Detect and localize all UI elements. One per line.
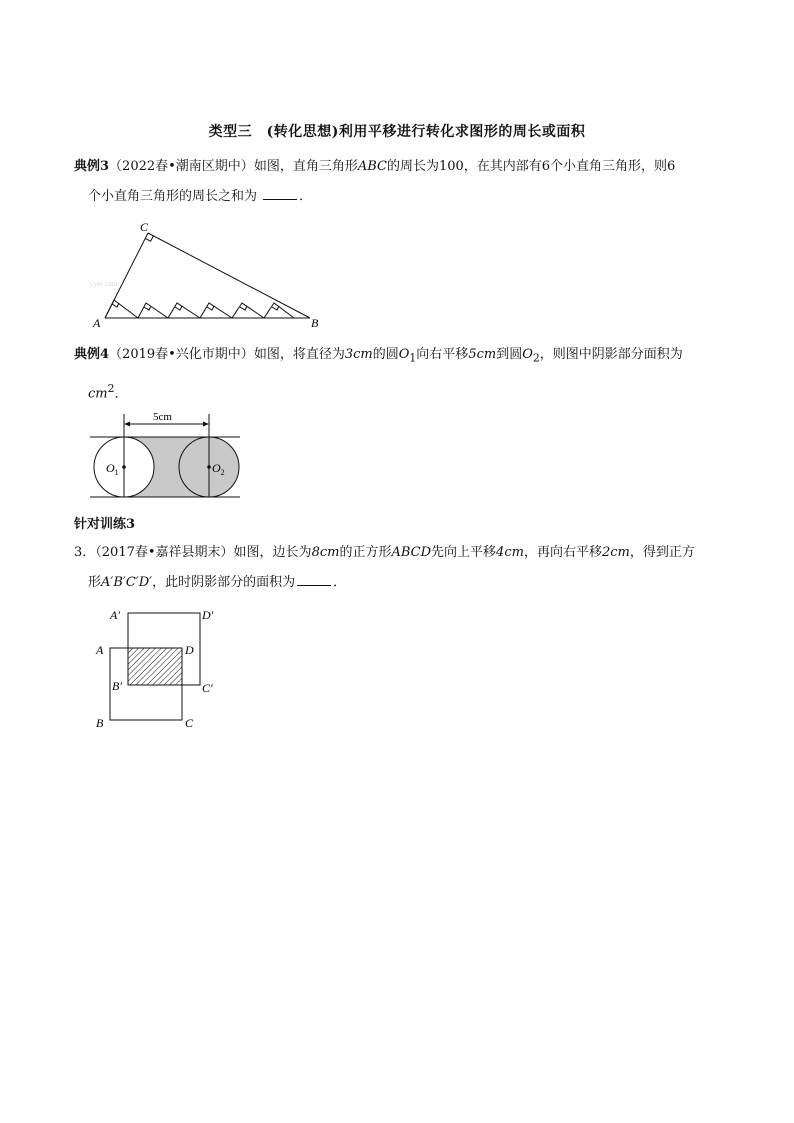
practice-heading: 针对训练3 xyxy=(74,517,136,532)
example-3-source: （2022春•潮南区期中） xyxy=(109,159,254,174)
circle-o1-sub: 1 xyxy=(409,351,417,365)
shift-value: 5cm xyxy=(468,347,497,362)
label-d-prime: D′ xyxy=(202,608,214,622)
label-o2: $O_2$ xyxy=(212,461,225,477)
example-3-text-3: 个小直角三角形的周长之和为 xyxy=(88,189,258,204)
up-shift-value: 4cm xyxy=(496,545,524,560)
practice-3-text-2: 的正方形 xyxy=(339,545,392,560)
practice-3-text-6: 形 xyxy=(88,575,102,590)
dimension-label: 5cm xyxy=(153,411,172,423)
diameter-value: 3cm xyxy=(344,347,373,362)
label-a: A xyxy=(96,643,104,657)
circle-o1-name: O xyxy=(398,347,410,362)
label-b: B xyxy=(96,716,104,730)
example-4-label: 典例4 xyxy=(74,347,110,362)
label-c: C xyxy=(185,716,194,730)
example-3-text-1: 如图，直角三角形 xyxy=(253,159,358,174)
circle-o2-name: O xyxy=(522,347,533,362)
example-4-end: ． xyxy=(114,385,128,401)
area-unit-sup: 2 xyxy=(107,381,115,395)
practice-3-number: 3． xyxy=(74,545,96,560)
example-4-text-1: 如图，将直径为 xyxy=(253,347,345,362)
side-length-value: 8cm xyxy=(311,545,340,560)
area-unit: cm xyxy=(88,385,108,401)
example-4-text-3: 向右平移 xyxy=(416,347,469,362)
right-shift-value: 2cm xyxy=(601,545,630,560)
square-abcd-name: ABCD xyxy=(391,545,432,560)
label-c-prime: C′ xyxy=(202,681,213,695)
example-4-text-4: 到圆 xyxy=(496,347,523,362)
example-3-label: 典例3 xyxy=(74,159,110,174)
watermark: j.yee.com xyxy=(90,280,118,288)
practice-3-text-7: ，此时阴影部分的面积为 xyxy=(152,575,296,590)
practice-3-text-1: 如图，边长为 xyxy=(233,545,312,560)
example-4-text-5: ，则图中阴影部分面积为 xyxy=(539,347,683,362)
label-c: C xyxy=(140,220,149,234)
label-a: A xyxy=(93,316,101,330)
label-o1: $O_1$ xyxy=(106,461,119,477)
label-b-prime: B′ xyxy=(112,679,122,693)
practice-3-text-3: 先向上平移 xyxy=(431,545,497,560)
triangle-abc-name: ABC xyxy=(357,159,387,174)
square-prime-name: A′B′C′D′ xyxy=(101,575,153,590)
example-3-end: ． xyxy=(299,189,313,204)
example-4-source: （2019春•兴化市期中） xyxy=(109,347,254,362)
circle-o2-sub: 2 xyxy=(532,351,540,365)
example-3-text-2: 的周长为100，在其内部有6个小直角三角形，则6 xyxy=(386,159,676,174)
practice-3-source: （2017春•嘉祥县期末） xyxy=(95,545,234,560)
page-title: 类型三 (转化思想)利用平移进行转化求图形的周长或面积 xyxy=(208,124,586,140)
practice-3-text-5: ，得到正方 xyxy=(629,545,695,560)
label-d: D xyxy=(185,643,194,657)
practice-3-text-4: ，再向右平移 xyxy=(523,545,602,560)
label-a-prime: A′ xyxy=(110,608,120,622)
practice-3-end: ． xyxy=(333,575,347,590)
label-b: B xyxy=(311,316,319,330)
shaded-overlap xyxy=(128,648,182,685)
example-4-text-2: 的圆 xyxy=(372,347,399,362)
